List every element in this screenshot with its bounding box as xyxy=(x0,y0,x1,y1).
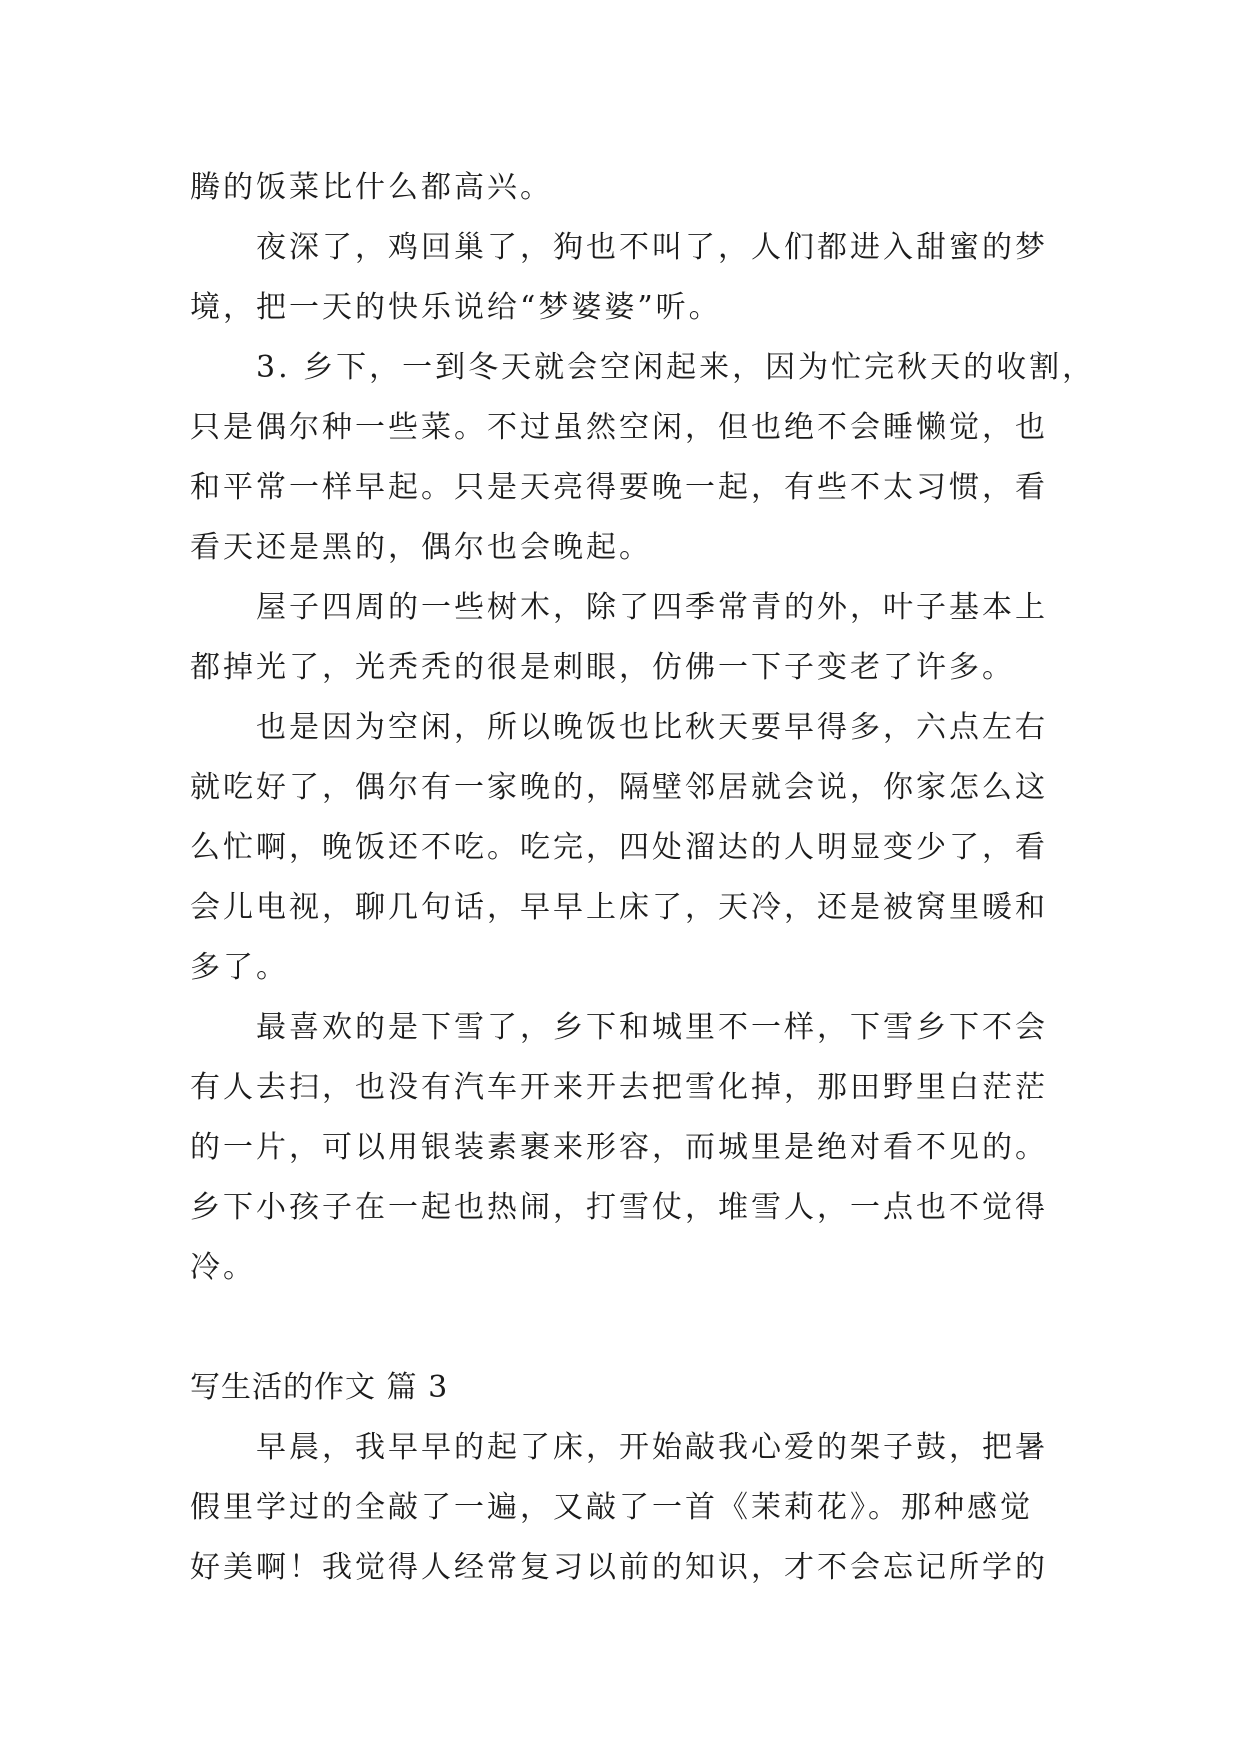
text-line: 么忙啊，晚饭还不吃。吃完，四处溜达的人明显变少了，看 xyxy=(190,830,1048,865)
paragraph-first-line: 也是因为空闲，所以晚饭也比秋天要早得多，六点左右 xyxy=(256,710,1048,745)
text-line: 都掉光了，光秃秃的很是刺眼，仿佛一下子变老了许多。 xyxy=(190,650,1015,685)
text-line: 会儿电视，聊几句话，早早上床了，天冷，还是被窝里暖和 xyxy=(190,890,1048,925)
paragraph-first-line: 早晨，我早早的起了床，开始敲我心爱的架子鼓，把暑 xyxy=(256,1430,1048,1465)
text-line: 乡下小孩子在一起也热闹，打雪仗，堆雪人，一点也不觉得 xyxy=(190,1190,1048,1225)
text-line: 好美啊！我觉得人经常复习以前的知识，才不会忘记所学的 xyxy=(190,1550,1048,1585)
paragraph-first-line: 夜深了，鸡回巢了，狗也不叫了，人们都进入甜蜜的梦 xyxy=(256,230,1048,265)
text-line: 多了。 xyxy=(190,950,289,985)
text-line: 冷。 xyxy=(190,1250,256,1285)
section-heading: 写生活的作文 篇 3 xyxy=(190,1370,449,1405)
text-line: 就吃好了，偶尔有一家晚的，隔壁邻居就会说，你家怎么这 xyxy=(190,770,1048,805)
paragraph-first-line: 3. 乡下，一到冬天就会空闲起来，因为忙完秋天的收割， xyxy=(256,350,1096,385)
text-line: 只是偶尔种一些菜。不过虽然空闲，但也绝不会睡懒觉，也 xyxy=(190,410,1048,445)
text-line: 境，把一天的快乐说给“梦婆婆”听。 xyxy=(190,290,722,325)
paragraph-first-line: 最喜欢的是下雪了，乡下和城里不一样，下雪乡下不会 xyxy=(256,1010,1048,1045)
text-line: 腾的饭菜比什么都高兴。 xyxy=(190,170,553,205)
text-line: 看天还是黑的，偶尔也会晚起。 xyxy=(190,530,652,565)
paragraph-first-line: 屋子四周的一些树木，除了四季常青的外，叶子基本上 xyxy=(256,590,1048,625)
text-line: 和平常一样早起。只是天亮得要晚一起，有些不太习惯，看 xyxy=(190,470,1048,505)
text-line: 有人去扫，也没有汽车开来开去把雪化掉，那田野里白茫茫 xyxy=(190,1070,1048,1105)
text-line: 假里学过的全敲了一遍，又敲了一首《茉莉花》。那种感觉 xyxy=(190,1490,1033,1525)
text-line: 的一片，可以用银装素裹来形容，而城里是绝对看不见的。 xyxy=(190,1130,1048,1165)
